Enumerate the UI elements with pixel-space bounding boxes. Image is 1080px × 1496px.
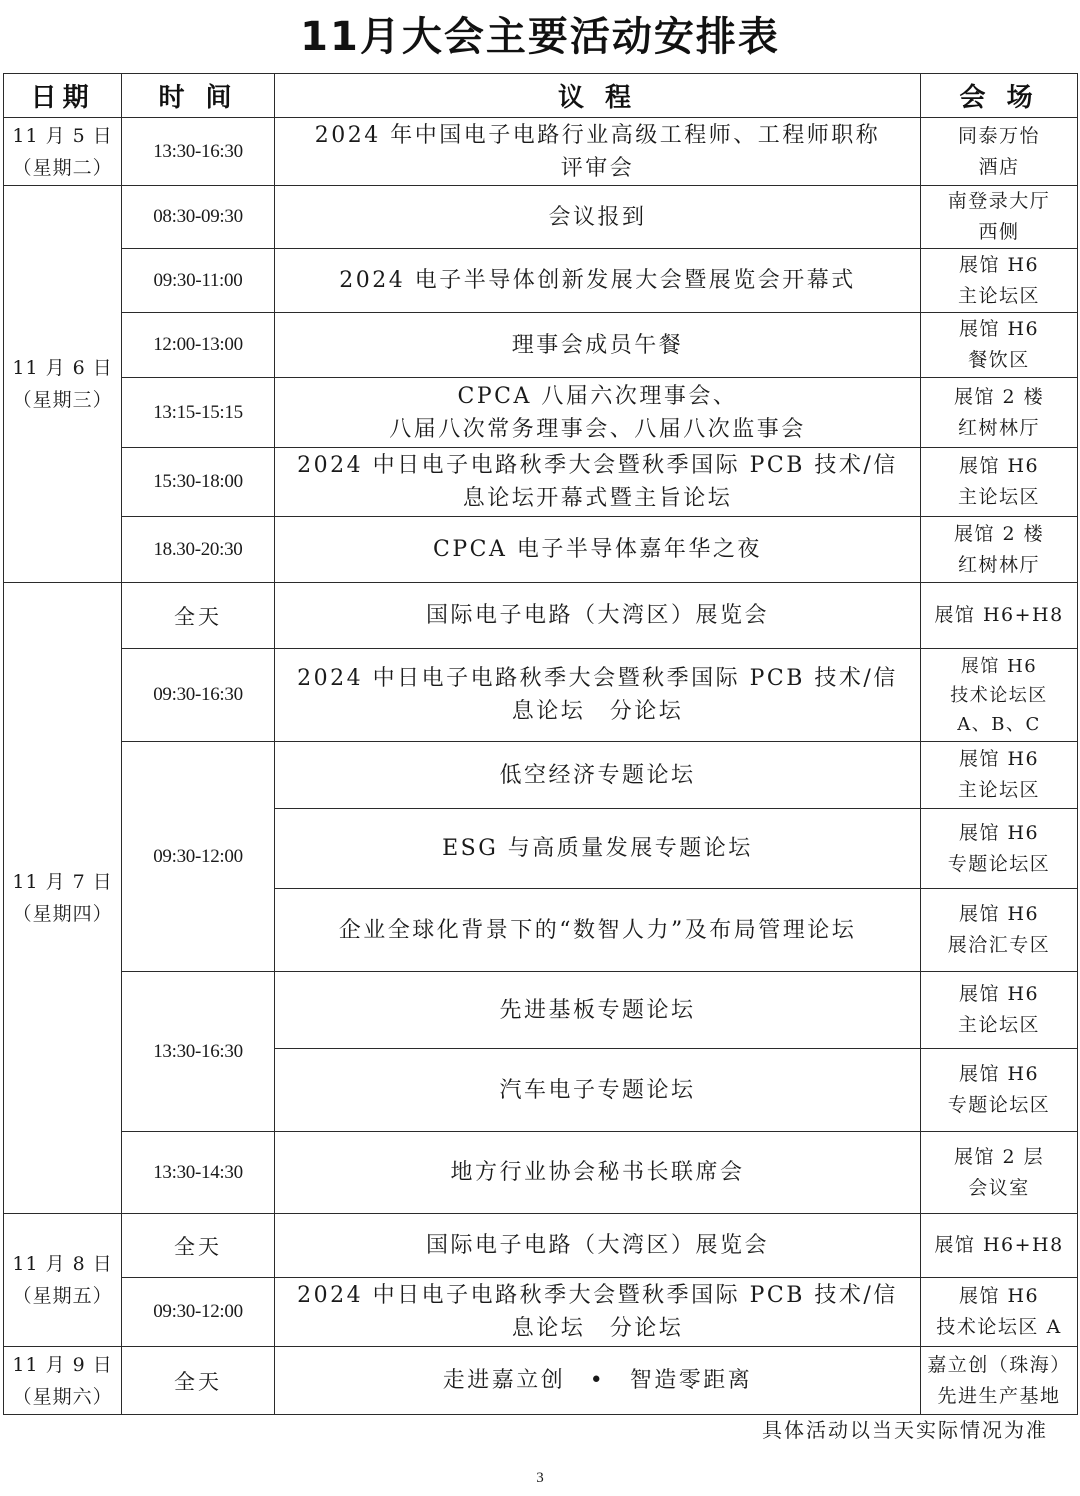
- date-label: 11 月 6 日: [12, 357, 113, 379]
- venue-line: 展馆 H6: [958, 1285, 1040, 1307]
- time-cell: 09:30-16:30: [122, 649, 275, 742]
- date-cell: [4, 1214, 122, 1347]
- agenda-cell: [274, 1278, 920, 1347]
- venue-line: 技术论坛区 A: [936, 1316, 1062, 1338]
- table-row: [4, 583, 1078, 649]
- venue-line: 展馆 H6: [958, 455, 1040, 477]
- header-time: 时 间: [122, 74, 275, 118]
- date-cell: [4, 118, 122, 186]
- table-row: [4, 1278, 1078, 1347]
- venue-cell: [921, 1132, 1078, 1214]
- venue-line: 先进生产基地: [937, 1384, 1061, 1407]
- table-row: [4, 448, 1078, 517]
- venue-cell: [921, 313, 1078, 378]
- table-row: [4, 1347, 1078, 1415]
- venue-line: 红树林厅: [958, 553, 1041, 576]
- venue-line: 专题论坛区: [947, 1094, 1051, 1116]
- time-cell: 全天: [122, 1214, 275, 1278]
- venue-line: A、B、C: [957, 713, 1041, 735]
- agenda-line: 2024 年中国电子电路行业高级工程师、工程师职称: [314, 122, 881, 148]
- venue-cell: [921, 448, 1078, 517]
- time-cell: 全天: [122, 1347, 275, 1415]
- agenda-cell: [274, 972, 920, 1049]
- venue-line: 西侧: [978, 221, 1020, 243]
- agenda-line: 低空经济专题论坛: [499, 762, 696, 788]
- agenda-cell: [274, 448, 920, 517]
- table-row: [4, 186, 1078, 249]
- venue-line: 技术论坛区: [950, 684, 1048, 706]
- time-cell: 09:30-12:00: [122, 1278, 275, 1347]
- time-cell: 15:30-18:00: [122, 448, 275, 517]
- weekday-label: （星期六）: [12, 1385, 113, 1408]
- table-row: [4, 249, 1078, 313]
- table-row: [4, 1132, 1078, 1214]
- agenda-line: 国际电子电路（大湾区）展览会: [425, 1233, 769, 1258]
- time-cell: 13:30-16:30: [122, 118, 275, 186]
- venue-line: 餐饮区: [968, 349, 1030, 371]
- time-cell: 09:30-11:00: [122, 249, 275, 313]
- venue-line: 展馆 H6+H8: [934, 604, 1064, 626]
- venue-line: 主论坛区: [958, 779, 1041, 801]
- venue-line: 会议室: [968, 1176, 1030, 1199]
- venue-cell: [921, 378, 1078, 448]
- time-cell: 18.30-20:30: [122, 517, 275, 583]
- weekday-label: （星期五）: [12, 1285, 113, 1307]
- weekday-label: （星期四）: [12, 903, 113, 925]
- venue-line: 展馆 H6+H8: [934, 1234, 1064, 1256]
- agenda-cell: [274, 889, 920, 972]
- agenda-line: 2024 中日电子电路秋季大会暨秋季国际 PCB 技术/信: [297, 1283, 898, 1308]
- venue-cell: [921, 742, 1078, 809]
- agenda-line: 息论坛 分论坛: [511, 1316, 684, 1341]
- venue-line: 展馆 H6: [958, 903, 1040, 925]
- time-cell: 09:30-12:00: [122, 742, 275, 972]
- venue-cell: [921, 1214, 1078, 1278]
- venue-line: 展馆 H6: [960, 655, 1038, 677]
- venue-cell: [921, 972, 1078, 1049]
- header-row: [4, 74, 1078, 118]
- venue-line: 展馆 H6: [958, 821, 1040, 844]
- time-cell: 13:30-14:30: [122, 1132, 275, 1214]
- agenda-line: 走进嘉立创 • 智造零距离: [442, 1368, 753, 1393]
- footer-note: 具体活动以当天实际情况为准: [762, 1418, 1048, 1442]
- venue-cell: [921, 249, 1078, 313]
- agenda-cell: [274, 1132, 920, 1214]
- agenda-line: 息论坛 分论坛: [511, 699, 684, 724]
- venue-cell: [921, 517, 1078, 583]
- venue-line: 酒店: [978, 155, 1020, 178]
- table-row: [4, 1214, 1078, 1278]
- agenda-cell: [274, 809, 920, 889]
- header-agenda: 议 程: [274, 74, 920, 118]
- venue-cell: [921, 809, 1078, 889]
- agenda-line: 评审会: [560, 155, 635, 181]
- agenda-cell: [274, 1347, 920, 1415]
- agenda-line: 理事会成员午餐: [511, 332, 684, 358]
- agenda-cell: [274, 249, 920, 313]
- agenda-line: 八届八次常务理事会、八届八次监事会: [389, 416, 806, 442]
- table-row: [4, 972, 1078, 1049]
- venue-line: 主论坛区: [958, 284, 1041, 307]
- header-date: 日期: [4, 74, 122, 118]
- venue-cell: [921, 1278, 1078, 1347]
- date-cell: [4, 583, 122, 1214]
- agenda-line: CPCA 电子半导体嘉年华之夜: [433, 537, 762, 562]
- venue-line: 主论坛区: [958, 486, 1041, 508]
- venue-line: 展洽汇专区: [947, 934, 1051, 956]
- venue-cell: [921, 1347, 1078, 1415]
- weekday-label: （星期三）: [12, 389, 113, 411]
- agenda-cell: [274, 583, 920, 649]
- venue-line: 主论坛区: [958, 1014, 1041, 1036]
- venue-line: 展馆 H6: [958, 1063, 1040, 1085]
- date-label: 11 月 9 日: [12, 1353, 113, 1376]
- agenda-cell: [274, 517, 920, 583]
- agenda-cell: [274, 1214, 920, 1278]
- agenda-line: 息论坛开幕式暨主旨论坛: [462, 486, 733, 511]
- date-cell: [4, 186, 122, 583]
- time-cell: 全天: [122, 583, 275, 649]
- agenda-line: 2024 中日电子电路秋季大会暨秋季国际 PCB 技术/信: [297, 453, 898, 478]
- agenda-line: CPCA 八届六次理事会、: [457, 383, 738, 409]
- agenda-line: 企业全球化背景下的“数智人力”及布局管理论坛: [338, 917, 857, 943]
- time-cell: 12:00-13:00: [122, 313, 275, 378]
- agenda-line: 地方行业协会秘书长联席会: [450, 1160, 745, 1185]
- agenda-cell: [274, 378, 920, 448]
- table-row: [4, 742, 1078, 809]
- date-cell: [4, 1347, 122, 1415]
- agenda-line: 2024 中日电子电路秋季大会暨秋季国际 PCB 技术/信: [297, 666, 898, 691]
- weekday-label: （星期二）: [12, 156, 113, 179]
- time-cell: 08:30-09:30: [122, 186, 275, 249]
- agenda-line: 2024 电子半导体创新发展大会暨展览会开幕式: [339, 268, 856, 293]
- agenda-line: ESG 与高质量发展专题论坛: [442, 836, 753, 861]
- time-cell: 13:15-15:15: [122, 378, 275, 448]
- venue-line: 红树林厅: [958, 416, 1041, 439]
- venue-cell: [921, 583, 1078, 649]
- venue-line: 展馆 H6: [958, 983, 1040, 1005]
- agenda-cell: [274, 649, 920, 742]
- venue-cell: [921, 1049, 1078, 1132]
- agenda-cell: [274, 1049, 920, 1132]
- venue-line: 嘉立创（珠海）: [927, 1353, 1071, 1376]
- agenda-line: 国际电子电路（大湾区）展览会: [425, 603, 769, 628]
- venue-line: 展馆 H6: [958, 748, 1040, 770]
- date-label: 11 月 7 日: [12, 871, 113, 893]
- venue-line: 展馆 2 楼: [953, 385, 1045, 408]
- venue-cell: [921, 649, 1078, 742]
- agenda-line: 汽车电子专题论坛: [499, 1077, 696, 1103]
- venue-cell: [921, 186, 1078, 249]
- header-venue: 会 场: [921, 74, 1078, 118]
- table-row: [4, 649, 1078, 742]
- venue-cell: [921, 889, 1078, 972]
- table-row: [4, 517, 1078, 583]
- agenda-cell: [274, 118, 920, 186]
- agenda-cell: [274, 186, 920, 249]
- venue-line: 南登录大厅: [947, 190, 1051, 212]
- venue-line: 展馆 2 楼: [953, 522, 1045, 545]
- time-cell: 13:30-16:30: [122, 972, 275, 1132]
- venue-line: 专题论坛区: [947, 852, 1051, 875]
- venue-line: 同泰万怡: [958, 124, 1041, 147]
- table-row: [4, 313, 1078, 378]
- venue-line: 展馆 H6: [958, 253, 1040, 276]
- agenda-cell: [274, 742, 920, 809]
- venue-line: 展馆 H6: [958, 318, 1040, 340]
- table-row: [4, 118, 1078, 186]
- page-title: 11月大会主要活动安排表: [300, 14, 780, 60]
- date-label: 11 月 8 日: [12, 1253, 113, 1275]
- agenda-cell: [274, 313, 920, 378]
- schedule-table: [3, 73, 1078, 1415]
- page-number: 3: [536, 1470, 544, 1486]
- table-row: [4, 378, 1078, 448]
- venue-cell: [921, 118, 1078, 186]
- venue-line: 展馆 2 层: [953, 1145, 1045, 1168]
- agenda-line: 会议报到: [548, 204, 647, 230]
- date-label: 11 月 5 日: [12, 124, 113, 147]
- agenda-line: 先进基板专题论坛: [499, 997, 696, 1023]
